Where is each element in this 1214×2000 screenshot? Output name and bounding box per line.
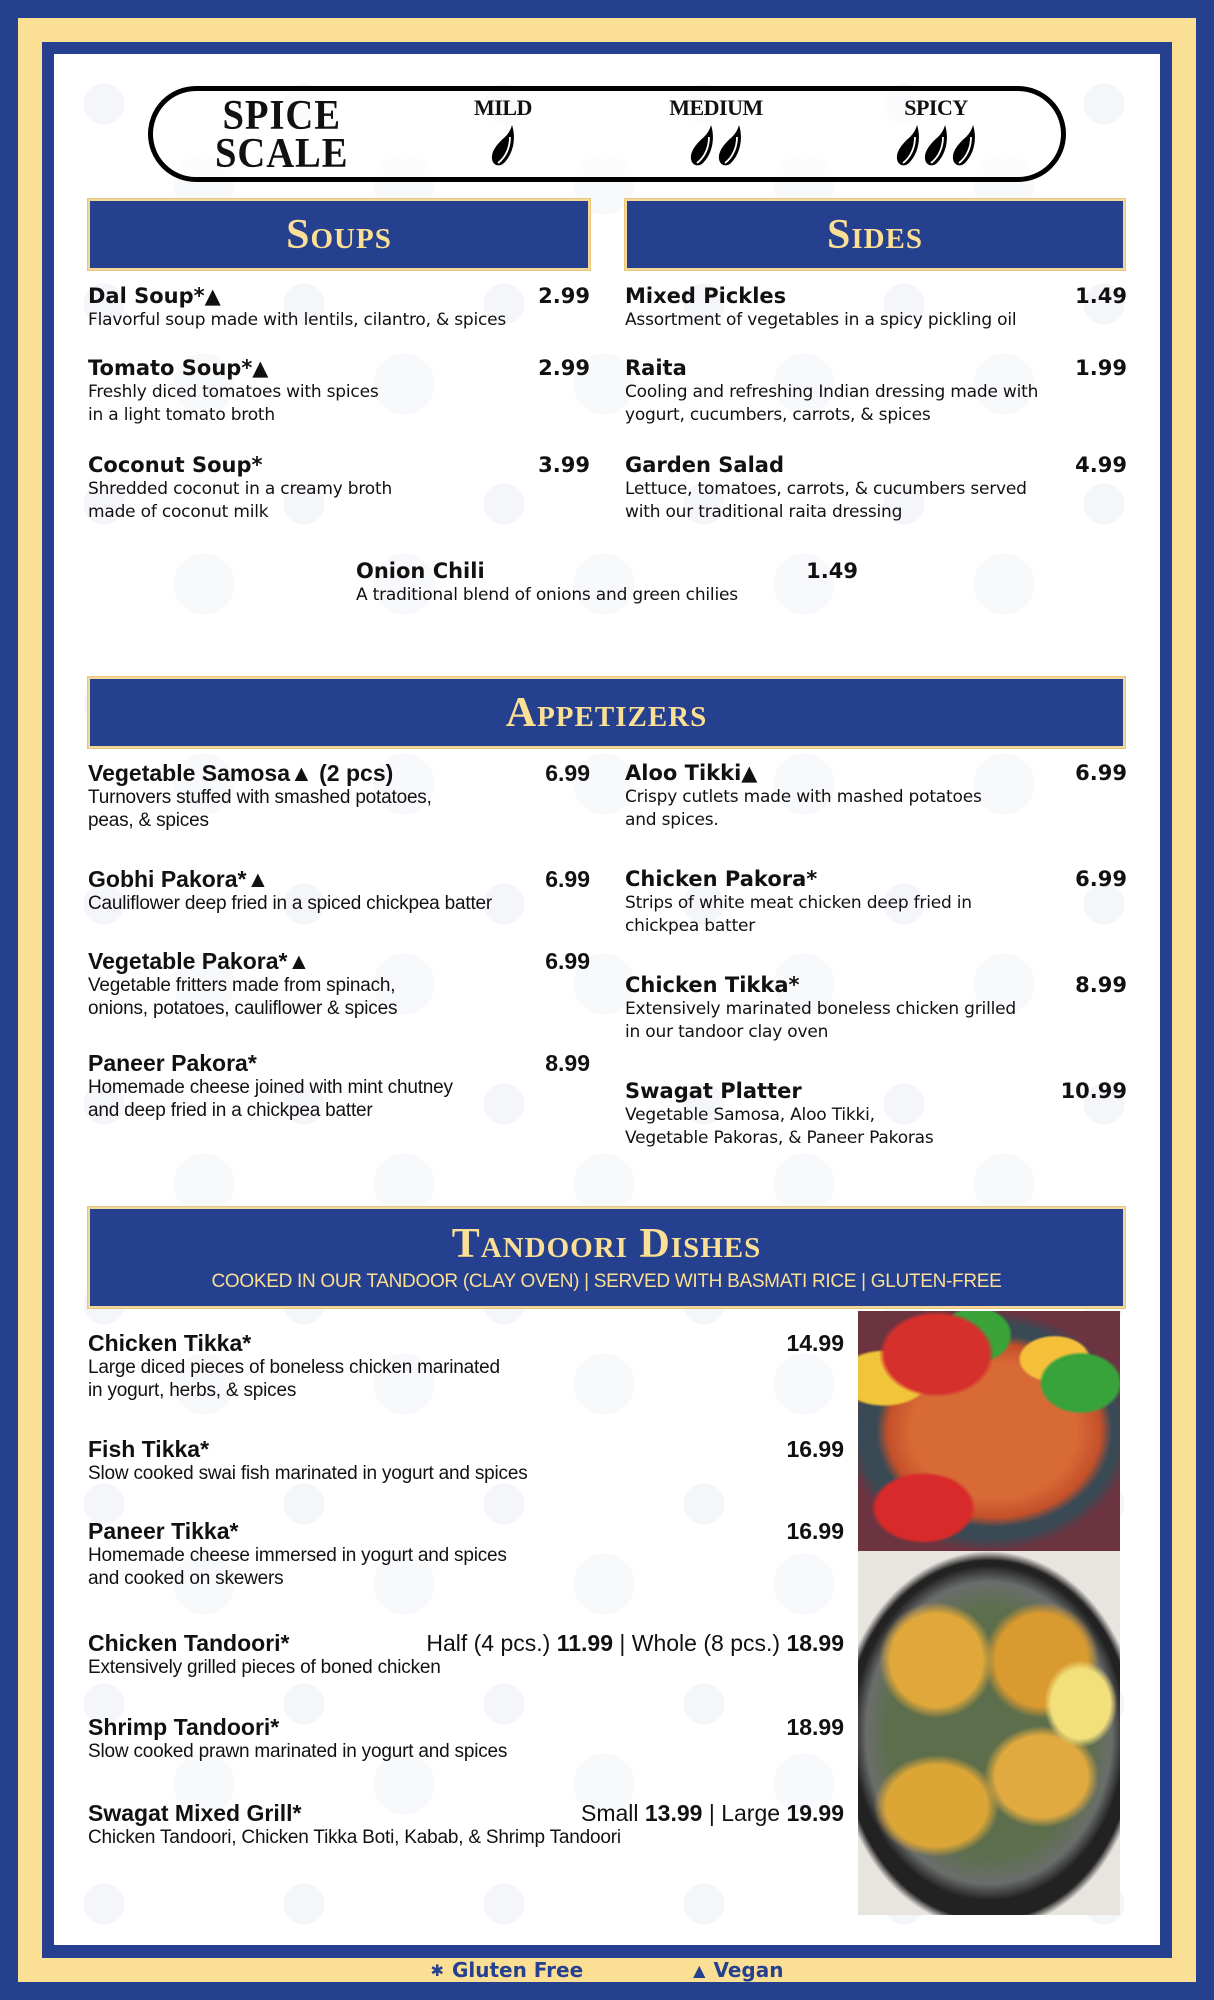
legend-gluten-free (431, 1958, 584, 1982)
item-price: 6.99 (1075, 867, 1127, 891)
item-description: Assortment of vegetables in a spicy pickling oil (625, 310, 1017, 330)
item-description: yogurt, cucumbers, carrots, & spices (625, 405, 931, 425)
item-description: Chicken Tandoori, Chicken Tikka Boti, Kabab, & Shrimp Tandoori (88, 1827, 621, 1848)
item-name: Mixed Pickles (625, 284, 787, 308)
section-title: Appetizers (505, 689, 708, 736)
menu-item (625, 866, 1127, 938)
item-name: Aloo Tikki▲ (625, 761, 758, 785)
item-price: 6.99 (1075, 761, 1127, 785)
section-subtitle: COOKED IN OUR TANDOOR (CLAY OVEN) | SERVED WITH BASMATI RICE | GLUTEN-FREE (211, 1270, 1002, 1292)
item-price: 10.99 (1060, 1079, 1127, 1103)
menu-item (625, 452, 1127, 524)
item-price: 1.49 (806, 559, 858, 583)
menu-item (88, 866, 590, 915)
item-price (426, 1630, 844, 1656)
item-description: Homemade cheese joined with mint chutney (88, 1077, 453, 1098)
price-value: 13.99 (644, 1800, 703, 1826)
item-price: 1.99 (1075, 356, 1127, 380)
menu-item (88, 1800, 844, 1849)
chili-pepper-icon (490, 123, 516, 167)
item-description: Large diced pieces of boneless chicken marinated (88, 1357, 500, 1378)
item-description: peas, & spices (88, 810, 209, 831)
price-label: Small (580, 1800, 645, 1826)
spice-title-line2: SCALE (215, 131, 349, 177)
menu-item (625, 972, 1127, 1044)
item-description: in our tandoor clay oven (625, 1022, 829, 1042)
item-description: Slow cooked prawn marinated in yogurt and spices (88, 1741, 508, 1762)
item-name: Gobhi Pakora*▲ (88, 866, 270, 892)
menu-item (88, 760, 590, 832)
item-description: Extensively grilled pieces of boned chicken (88, 1657, 441, 1678)
item-price: 1.49 (1075, 284, 1127, 308)
item-description: onions, potatoes, cauliflower & spices (88, 998, 398, 1019)
item-price: 3.99 (538, 453, 590, 477)
vegan-triangle-icon: ▲ (693, 1960, 706, 1980)
item-description: Vegetable Pakoras, & Paneer Pakoras (625, 1128, 934, 1148)
item-description: and deep fried in a chickpea batter (88, 1100, 373, 1121)
spice-title-line1: SPICE (222, 93, 341, 139)
item-name: Raita (625, 356, 687, 380)
item-name: Chicken Tandoori* (88, 1630, 290, 1656)
menu-item (625, 283, 1127, 332)
item-description: Cauliflower deep fried in a spiced chickpea batter (88, 893, 493, 914)
item-description: Vegetable Samosa, Aloo Tikki, (625, 1105, 875, 1125)
menu-item (88, 452, 590, 524)
item-description: in a light tomato broth (88, 405, 275, 425)
price-value: 11.99 (556, 1630, 614, 1656)
item-description: Flavorful soup made with lentils, cilantro, & spices (88, 310, 507, 330)
section-title: Soups (286, 211, 392, 258)
item-name: Vegetable Samosa▲ (2 pcs) (88, 760, 394, 786)
menu-item (88, 1714, 844, 1763)
spice-level-label: SPICY (904, 95, 968, 120)
price-label: | Large (702, 1800, 787, 1826)
item-description: chickpea batter (625, 916, 756, 936)
item-description: Vegetable fritters made from spinach, (88, 975, 396, 996)
item-price: 2.99 (538, 356, 590, 380)
item-name: Shrimp Tandoori* (88, 1714, 280, 1740)
item-description: Turnovers stuffed with smashed potatoes, (88, 787, 432, 808)
chili-pepper-icon (689, 123, 715, 167)
chili-pepper-icon (895, 123, 921, 167)
item-description: Slow cooked swai fish marinated in yogurt and spices (88, 1463, 528, 1484)
chili-pepper-icon (951, 123, 977, 167)
spice-level-spicy (881, 97, 991, 167)
spice-scale-title (215, 93, 349, 177)
item-description: Lettuce, tomatoes, carrots, & cucumbers served (625, 479, 1027, 499)
item-price: 6.99 (545, 948, 590, 974)
dietary-legend (0, 1958, 1214, 1982)
item-price: 6.99 (545, 866, 590, 892)
section-header-tandoori (88, 1207, 1125, 1308)
item-description: in yogurt, herbs, & spices (88, 1380, 297, 1401)
item-name: Coconut Soup* (88, 453, 263, 477)
item-name: Tomato Soup*▲ (88, 356, 269, 380)
spice-level-mild (463, 97, 543, 167)
item-name: Chicken Tikka* (625, 973, 800, 997)
menu-item (625, 760, 1127, 832)
item-description: Crispy cutlets made with mashed potatoes (625, 787, 982, 807)
item-price: 2.99 (538, 284, 590, 308)
item-price: 14.99 (786, 1330, 844, 1356)
legend-label: Gluten Free (451, 1958, 584, 1982)
menu-item (88, 1630, 844, 1679)
item-description: A traditional blend of onions and green chilies (356, 585, 738, 605)
menu-item (88, 1518, 844, 1590)
chicken-tikka-photo (858, 1311, 1120, 1551)
item-price: 8.99 (1075, 973, 1127, 997)
item-price: 18.99 (786, 1714, 844, 1740)
section-header-soups (88, 199, 590, 270)
item-price: 16.99 (786, 1436, 844, 1462)
item-description: Cooling and refreshing Indian dressing made with (625, 382, 1039, 402)
item-name: Fish Tikka* (88, 1436, 210, 1462)
price-value: 18.99 (786, 1630, 844, 1656)
item-price: 16.99 (786, 1518, 844, 1544)
item-name: Paneer Tikka* (88, 1518, 239, 1544)
section-header-appetizers (88, 677, 1125, 748)
spice-level-label: MEDIUM (669, 95, 763, 120)
legend-vegan (693, 1958, 783, 1982)
chili-pepper-icon (717, 123, 743, 167)
item-description: Shredded coconut in a creamy broth (88, 479, 393, 499)
legend-label: Vegan (713, 1958, 784, 1982)
item-name: Chicken Tikka* (88, 1330, 252, 1356)
item-description: Strips of white meat chicken deep fried in (625, 893, 972, 913)
item-name: Swagat Mixed Grill* (88, 1800, 302, 1826)
section-header-sides (625, 199, 1125, 270)
item-name: Dal Soup*▲ (88, 284, 221, 308)
menu-item (356, 558, 858, 607)
menu-item (88, 948, 590, 1020)
spice-level-medium (651, 97, 781, 167)
menu-item (88, 1050, 590, 1122)
chili-pepper-icon (923, 123, 949, 167)
item-name: Paneer Pakora* (88, 1050, 257, 1076)
item-price (581, 1800, 844, 1826)
menu-item (88, 283, 590, 332)
section-title: Sides (826, 211, 924, 258)
menu-item (88, 1330, 844, 1402)
item-price: 8.99 (545, 1050, 590, 1076)
item-name: Garden Salad (625, 453, 784, 477)
item-name: Chicken Pakora* (625, 867, 818, 891)
item-price: 4.99 (1075, 453, 1127, 477)
item-description: made of coconut milk (88, 502, 269, 522)
item-name: Vegetable Pakora*▲ (88, 948, 311, 974)
item-name: Swagat Platter (625, 1079, 802, 1103)
section-title: Tandoori Dishes (451, 1220, 762, 1267)
menu-item (625, 355, 1127, 427)
item-description: Homemade cheese immersed in yogurt and spices (88, 1545, 507, 1566)
menu-item (88, 355, 590, 427)
price-value: 19.99 (786, 1800, 844, 1826)
menu-item (625, 1078, 1127, 1150)
menu-item (88, 1436, 844, 1485)
item-description: and spices. (625, 810, 719, 830)
gluten-free-asterisk-icon: ✱ (430, 1960, 444, 1980)
item-description: with our traditional raita dressing (625, 502, 903, 522)
item-description: and cooked on skewers (88, 1568, 284, 1589)
spice-scale (148, 86, 1066, 182)
price-label: | Whole (8 pcs.) (613, 1630, 787, 1656)
item-price: 6.99 (545, 760, 590, 786)
item-name: Onion Chili (356, 559, 485, 583)
item-description: Freshly diced tomatoes with spices (88, 382, 379, 402)
item-description: Extensively marinated boneless chicken grilled (625, 999, 1016, 1019)
price-label: Half (4 pcs.) (426, 1630, 557, 1656)
spice-level-label: MILD (474, 95, 532, 120)
shrimp-tandoori-photo (858, 1551, 1120, 1915)
